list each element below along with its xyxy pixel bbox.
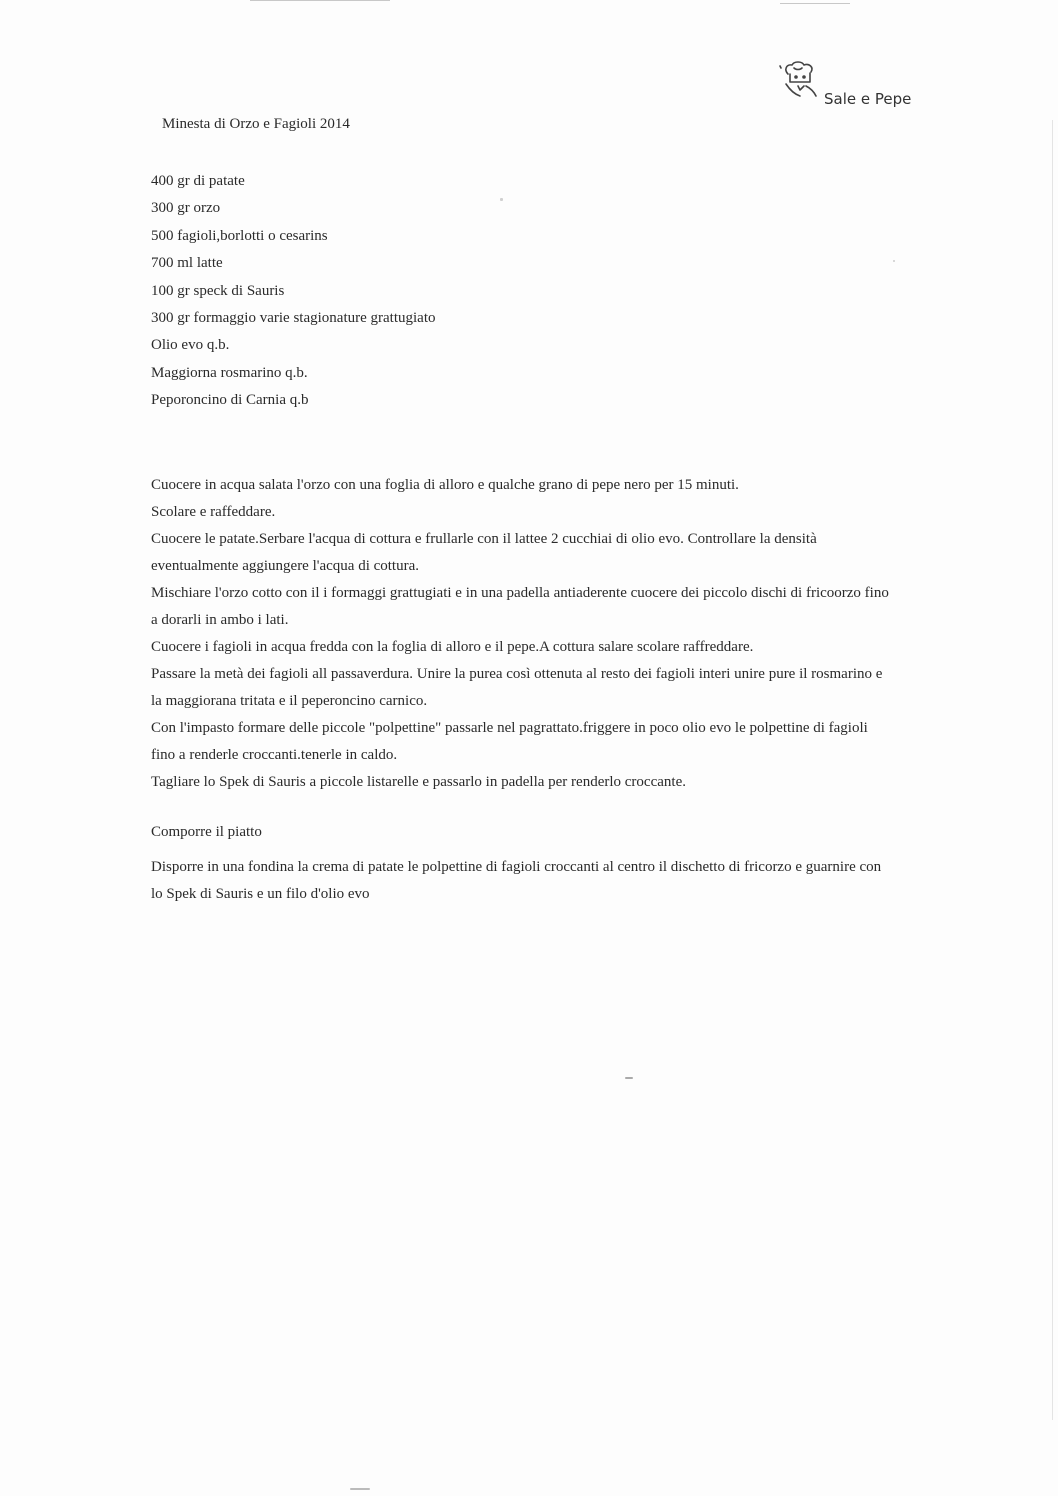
step-paragraph: Passare la metà dei fagioli all passaverdura. Unire la purea così ottenuta al resto dei fagioli interi unire pure il rosmarino e la maggiorana tritata e il peperoncino carnico. [151, 666, 883, 709]
step-paragraph: Mischiare l'orzo cotto con il i formaggi grattugiati e in una padella antiaderente cuocere dei piccolo dischi di fricoorzo fino a dorarli in ambo i lati. [151, 585, 889, 628]
ingredient-item: 400 gr di patate [151, 173, 245, 189]
sale-e-pepe-logo [776, 60, 926, 114]
scan-artifact-top-right [780, 3, 850, 4]
logo-text: Sale e Pepe [824, 90, 912, 108]
ingredient-item: Olio evo q.b. [151, 337, 230, 354]
compose-paragraph: Disporre in una fondina la crema di patate le polpettine di fagioli croccanti al centro il dischetto di fricorzo e guarnire con lo Spek di Sauris e un filo d'olio evo [151, 859, 882, 902]
ingredients-list [151, 168, 436, 415]
ingredient-item: 300 gr formaggio varie stagionature grattugiato [151, 309, 436, 326]
scan-speck [500, 198, 503, 201]
recipe-title: Minesta di Orzo e Fagioli 2014 [162, 116, 350, 132]
ingredient-item: Maggiorna rosmarino q.b. [151, 364, 308, 381]
chef-hat-icon [776, 60, 826, 108]
scan-artifact-top [250, 0, 390, 1]
step-paragraph: Con l'impasto formare delle piccole "polpettine" passarle nel pagrattato.friggere in poco olio evo le polpettine di fagioli fino a renderle croccanti.tenerle in caldo. [151, 720, 868, 763]
ingredient-item: 700 ml latte [151, 255, 223, 272]
scan-speck [625, 1077, 633, 1079]
compose-heading: Comporre il piatto [151, 824, 262, 840]
scan-speck [893, 260, 895, 262]
scan-artifact-right-edge [1052, 120, 1053, 1420]
step-paragraph: Cuocere in acqua salata l'orzo con una foglia di alloro e qualche grano di pepe nero per 15 minuti. [151, 477, 739, 493]
ingredient-item: 500 fagioli,borlotti o cesarins [151, 227, 328, 244]
step-paragraph: Tagliare lo Spek di Sauris a piccole listarelle e passarlo in padella per renderlo croccante. [151, 774, 686, 790]
step-paragraph: Scolare e raffeddare. [151, 504, 276, 520]
ingredient-item: 300 gr orzo [151, 200, 221, 217]
step-paragraph: Cuocere le patate.Serbare l'acqua di cottura e frullarle con il lattee 2 cucchiai di olio evo. Controllare la densità eventualmente aggiungere l'acqua di cottura. [151, 531, 817, 574]
preparation-steps [151, 472, 891, 796]
ingredient-item: Peporoncino di Carnia q.b [151, 392, 309, 409]
ingredient-item: 100 gr speck di Sauris [151, 282, 285, 299]
scan-speck [350, 1488, 370, 1490]
step-paragraph: Cuocere i fagioli in acqua fredda con la foglia di alloro e il pepe.A cottura salare scolare raffreddare. [151, 639, 754, 655]
